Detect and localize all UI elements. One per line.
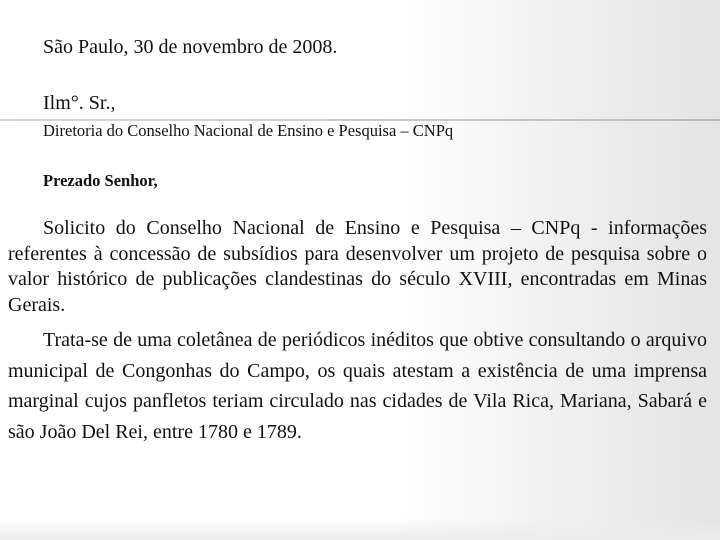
recipient-line: Diretoria do Conselho Nacional de Ensino e Pesquisa – CNPq bbox=[43, 121, 454, 140]
date-line: São Paulo, 30 de novembro de 2008. bbox=[43, 36, 338, 58]
honorific: Ilm°. Sr., bbox=[43, 92, 116, 114]
body-paragraph-1: Solicito do Conselho Nacional de Ensino e Pesquisa – CNPq - informações referentes à concessão de subsídios para desenvolver um projeto de pesquisa sobre o valor histórico de publicações clandestinas do século XVIII, encontradas em Minas Gerais. bbox=[8, 217, 707, 316]
bottom-shade bbox=[0, 518, 720, 540]
body-paragraph-2: Trata-se de uma coletânea de periódicos inéditos que obtive consultando o arquivo municipal de Congonhas do Campo, os quais atestam a existência de uma imprensa marginal cujos panfletos teriam circulado nas cidades de Vila Rica, Mariana, Sabará e são João Del Rei, entre 1780 e 1789. bbox=[8, 329, 707, 443]
salutation: Prezado Senhor, bbox=[43, 171, 158, 190]
